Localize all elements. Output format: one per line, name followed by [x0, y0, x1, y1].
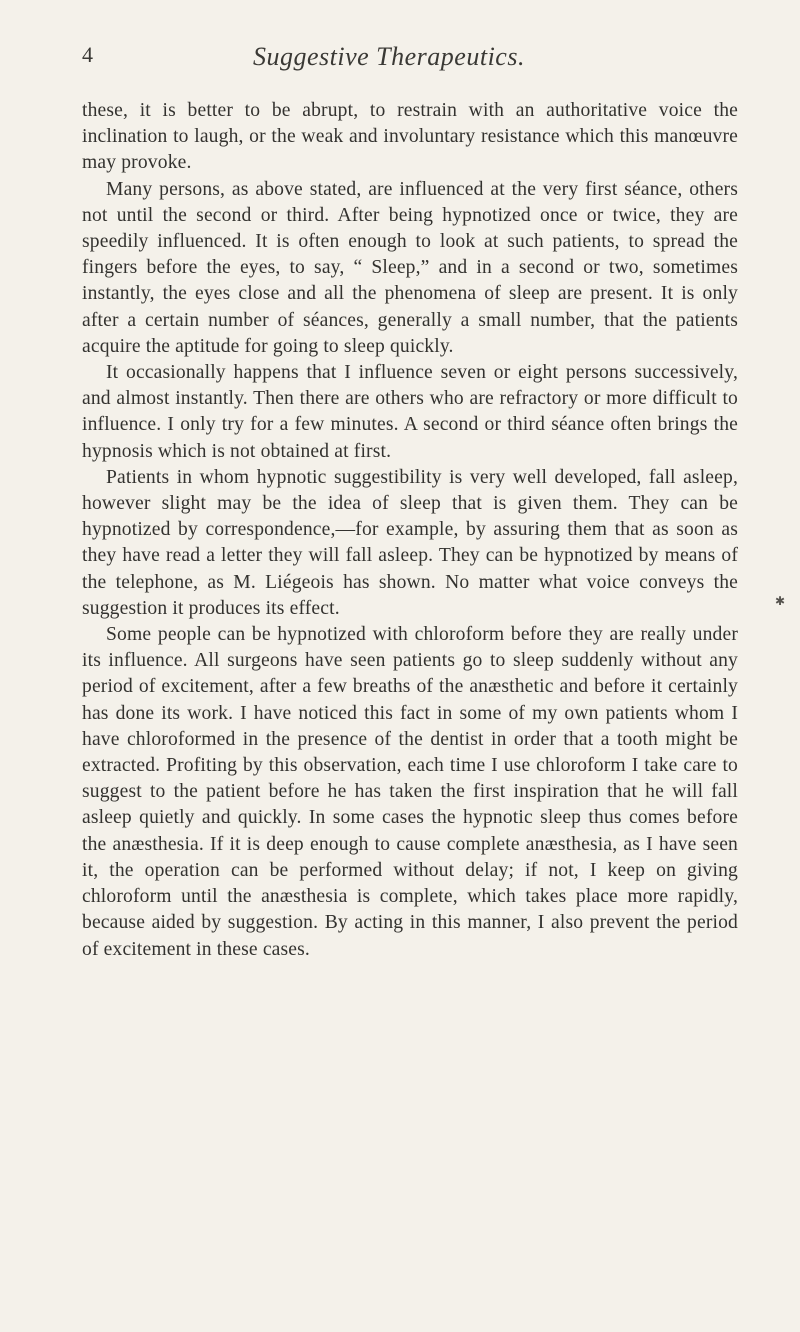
paragraph: Patients in whom hypnotic suggestibility is very well developed, fall asleep, however slight may be the idea of sleep that is given them. They can be hypnotized by correspondence,—for example, by assuring them that as soon as they have read a letter they will fall asleep. They can be hypnotized by means of the telephone, as M. Liégeois has shown. No matter what voice conveys the suggestion it produces its effect.: [82, 466, 738, 619]
paragraph: It occasionally happens that I influence seven or eight persons successively, and almost instantly. Then there are others who are refractory or more difficult to influence. I only try for a few minutes. A second or third séance often brings the hypnosis which is not obtained at first.: [82, 362, 738, 462]
body-text: [82, 98, 738, 963]
paragraph-continued: these, it is better to be abrupt, to restrain with an authoritative voice the inclination to laugh, or the weak and involuntary resistance which this manœuvre may provoke.: [82, 100, 738, 174]
page-number: 4: [82, 42, 93, 67]
margin-mark: ✱: [775, 594, 786, 608]
paragraph: Many persons, as above stated, are influenced at the very first séance, others not until the second or third. After being hypnotized once or twice, they are speedily influenced. It is often enough to look at such patients, to spread the fingers before the eyes, to say, “ Sleep,” and in a second or two, sometimes instantly, the eyes close and all the phenomena of sleep are present. It is only after a certain number of séances, generally a small number, that the patients acquire the aptitude for going to sleep quickly.: [82, 178, 738, 357]
paragraph: Some people can be hypnotized with chloroform before they are really under its influence. All surgeons have seen patients go to sleep suddenly without any period of excitement, after a few breaths of the anæsthetic and before it certainly has done its work. I have noticed this fact in some of my own patients whom I have chloroformed in the presence of the dentist in order that a tooth might be extracted. Profiting by this observation, each time I use chloroform I take care to suggest to the patient before he has taken the first inspiration that he will fall asleep quietly and quickly. In some cases the hypnotic sleep thus comes before the anæsthesia. If it is deep enough to cause complete anæsthesia, as I have seen it, the operation can be performed without delay; if not, I keep on giving chloroform until the anæsthesia is complete, which takes place more rapidly, because aided by suggestion. By acting in this manner, I also prevent the period of excitement in these cases.: [82, 624, 738, 960]
page-header: [0, 42, 800, 82]
running-title: Suggestive Therapeutics.: [253, 42, 525, 71]
